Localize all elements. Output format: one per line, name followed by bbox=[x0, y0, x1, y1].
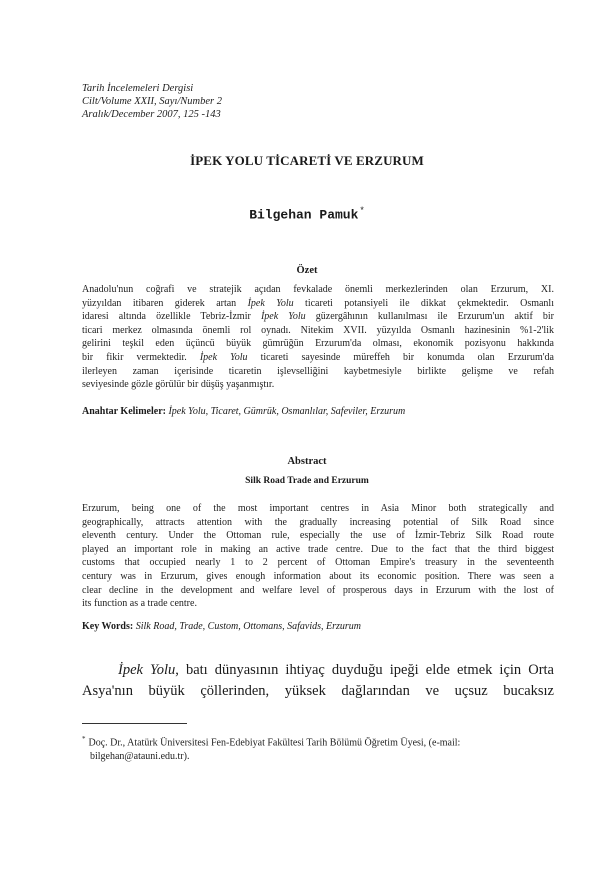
ozet-text: ticareti sayesinde müreffeh bir konumda olan Erzurum'da bbox=[247, 351, 554, 363]
ozet-emphasis: İpek Yolu bbox=[260, 311, 306, 323]
ozet-text: seviyesinde gözle görülür bir düşüş yaşanmıştır. bbox=[82, 379, 275, 391]
footnote bbox=[82, 733, 554, 763]
ozet-text: ilerleyen zaman içerisinde ticaretin işlevselliğini kaybetmesiyle birlikte gelişme ve refah bbox=[82, 365, 554, 377]
keywords-en bbox=[82, 621, 554, 632]
abstract-line: Erzurum, being one of the most important centres in Asia Minor both strategically and bbox=[82, 503, 554, 514]
author-footnote-mark: * bbox=[359, 206, 365, 216]
footnote-mark: * bbox=[82, 735, 86, 743]
ozet-line bbox=[82, 283, 554, 297]
keywords-en-label: Key Words: bbox=[82, 621, 134, 632]
keywords-tr bbox=[82, 406, 554, 417]
footnote-text: Doç. Dr., Atatürk Üniversitesi Fen-Edebiyat Fakültesi Tarih Bölümü Öğretim Üyesi, (e-mail: bbox=[88, 737, 461, 749]
abstract-line: customs that occupied nearly 1 to 2 percent of Ottoman Empire's treasury in the seventeenth bbox=[82, 557, 554, 569]
footnote-line bbox=[82, 733, 554, 750]
abstract-paragraph bbox=[82, 502, 554, 611]
ozet-text: Anadolu'nun coğrafi ve stratejik açıdan fevkalade önemli merkezlerinden olan Erzurum, XI. bbox=[82, 284, 554, 295]
ozet-text: ticareti potansiyeli ile dikkat çekmektedir. Osmanlı bbox=[293, 297, 554, 309]
abstract-line: geographically, attracts attention with the gradually increasing potential of Silk Road since bbox=[82, 516, 554, 528]
abstract-heading: Abstract bbox=[287, 456, 327, 467]
ozet-emphasis: İpek Yolu bbox=[199, 351, 248, 363]
ozet-emphasis: İpek Yolu bbox=[247, 297, 294, 309]
body-line bbox=[82, 660, 554, 681]
ozet-text: bir fikir vermektedir. bbox=[82, 351, 200, 363]
keywords-en-text: Silk Road, Trade, Custom, Ottomans, Safavids, Erzurum bbox=[135, 621, 362, 632]
ozet-line bbox=[82, 351, 554, 365]
body-paragraph bbox=[82, 660, 554, 702]
ozet-text: gelirini teşkil eden üçüncü büyük gümrüğün Erzurum'da olması, ekonomik pozisyonu hakkında bbox=[82, 338, 554, 350]
footnote-line bbox=[82, 750, 554, 764]
ozet-text: ticari merkez olmasında önemli rol oynadı. Nitekim XVII. yüzyılda Osmanlı hazinesinin %1-2'lik bbox=[82, 324, 554, 336]
ozet-line bbox=[82, 365, 554, 379]
ozet-text: yüzyıldan itibaren giderek artan bbox=[82, 297, 248, 309]
journal-volume: Cilt/Volume XXII, Sayı/Number 2 bbox=[82, 96, 222, 107]
journal-name: Tarih İncelemeleri Dergisi bbox=[82, 83, 194, 94]
journal-info bbox=[82, 82, 222, 121]
ozet-heading: Özet bbox=[296, 265, 318, 276]
body-emphasis: İpek Yolu bbox=[118, 662, 176, 678]
author bbox=[0, 206, 614, 222]
keywords-tr-text: İpek Yolu, Ticaret, Gümrük, Osmanlılar, Safeviler, Erzurum bbox=[168, 406, 406, 417]
ozet-line bbox=[82, 297, 554, 311]
ozet-text: güzergâhının kullanılması ile Erzurum'un aktif bir bbox=[305, 311, 554, 323]
ozet-line bbox=[82, 310, 554, 324]
abstract-line: century was in Erzurum, gives enough information about its economic position. There was seen a bbox=[82, 570, 554, 582]
abstract-subtitle: Silk Road Trade and Erzurum bbox=[245, 476, 369, 486]
journal-date-pages: Aralık/December 2007, 125 -143 bbox=[82, 109, 221, 120]
ozet-line bbox=[82, 337, 554, 351]
abstract-line: its function as a trade centre. bbox=[82, 598, 197, 610]
ozet-paragraph bbox=[82, 283, 554, 392]
ozet-line bbox=[82, 324, 554, 338]
keywords-tr-label: Anahtar Kelimeler: bbox=[82, 406, 166, 417]
article-title: İPEK YOLU TİCARETİ VE ERZURUM bbox=[190, 153, 424, 168]
ozet-text: idaresi altında özellikle Tebriz-İzmir bbox=[82, 311, 261, 323]
abstract-line: played an important role in making an active trade centre. Due to the fact that the third biggest bbox=[82, 543, 554, 555]
footnote-email: bilgehan@atauni.edu.tr). bbox=[90, 750, 190, 762]
abstract-line: eleventh century. Under the Ottoman rule, especially the use of İzmir-Tebriz Silk Road route bbox=[82, 530, 554, 542]
body-line: Asya'nın büyük çöllerinden, yüksek dağlarından ve uçsuz bucaksız bbox=[82, 683, 554, 699]
author-name: Bilgehan Pamuk bbox=[249, 207, 359, 223]
footnote-divider bbox=[82, 723, 187, 724]
body-line1-text: , batı dünyasının ihtiyaç duyduğu ipeği elde etmek için Orta bbox=[175, 662, 554, 678]
abstract-line: clear decline in the development and welfare level of prosperous days in Erzurum with the lost of bbox=[82, 584, 554, 596]
ozet-line bbox=[82, 378, 554, 392]
